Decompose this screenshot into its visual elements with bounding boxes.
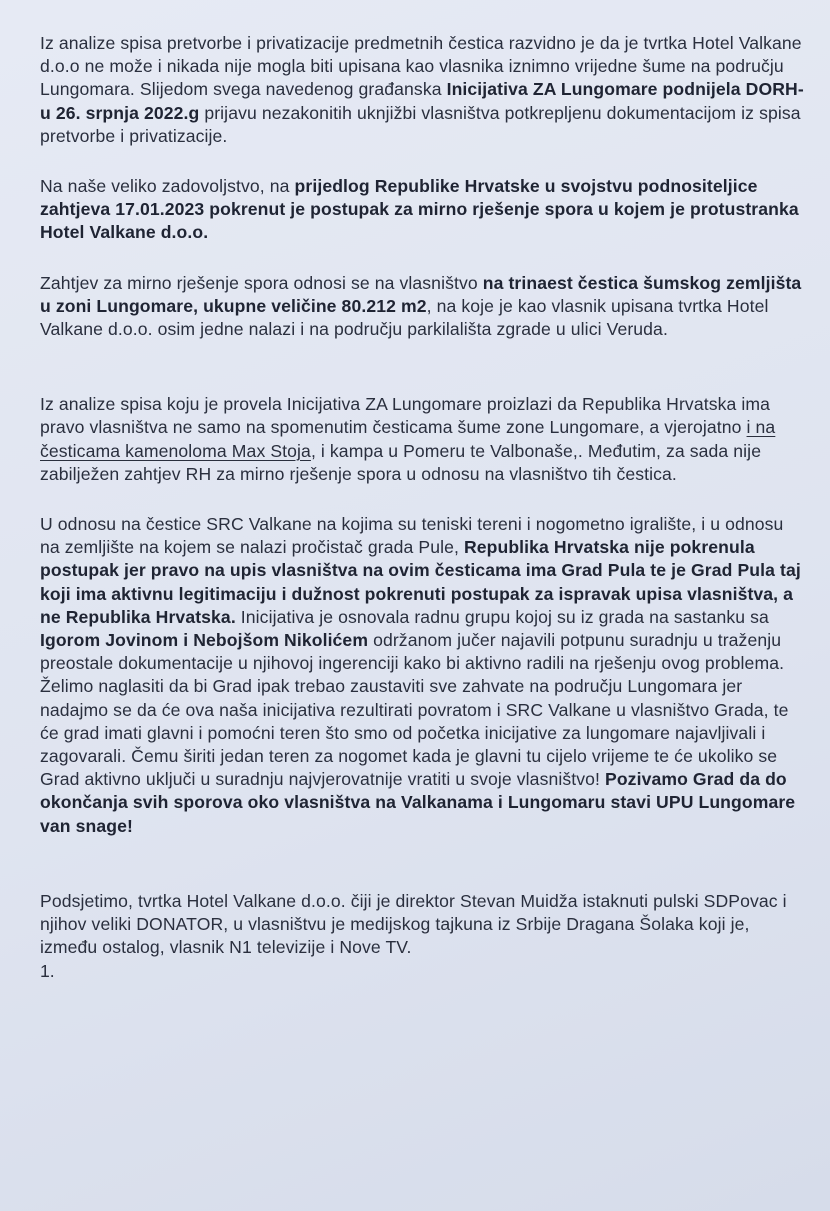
paragraph-analiza-spisa [40,393,804,486]
text-span: Iz analize spisa koju je provela Inicijativa ZA Lungomare proizlazi da Republika Hrvatska ima pravo vlasništva ne samo na spomenutim česticama šume zone Lungomare, a vjerojatno [40,394,771,438]
bold-span: prijedlog Republike Hrvatske u svojstvu podnositeljice zahtjeva 17.01.2023 pokrenut je postupak za mirno rješenje spora u kojem je protustranka Hotel Valkane d.o.o. [40,176,799,243]
text-span: Podsjetimo, tvrtka Hotel Valkane d.o.o. čiji je direktor Stevan Muidža istaknuti pulski SDPovac i njihov veliki DONATOR, u vlasništvu je medijskog tajkuna iz Srbije Dragana Šolaka koji je, između ostalog, vlasnik N1 televizije i Nove TV. [40,890,787,958]
bold-span: na trinaest čestica šumskog zemljišta u zoni Lungomare, ukupne veličine 80.212 m2 [40,272,802,316]
text-span: prijavu nezakonitih uknjižbi vlasništva potkrepljenu dokumentacijom iz spisa pretvorbe i privatizacije. [40,102,801,146]
paragraph-prijava-dorh [40,32,804,148]
text-span: , i kampa u Pomeru te Valbonaše,. Međutim, za sada nije zabilježen zahtjev RH za mirno rješenje spora u odnosu na vlasništvo tih čestica. [40,440,762,484]
paragraph-zahtjev [40,272,804,342]
text-span: , na koje je kao vlasnik upisana tvrtka Hotel Valkane d.o.o. osim jedne nalazi i na području parkilališta zgrade u ulici Veruda. [40,295,769,340]
text-span: U odnosu na čestice SRC Valkane na kojima su teniski tereni i nogometno igralište, i u odnosu na zemljište na kojem se nalazi pročistač grada Pule, [40,514,784,558]
text-span: Inicijativa je osnovala radnu grupu kojoj su iz grada na sastanku sa [235,606,769,627]
text-span: održanom jučer najavili potpunu suradnju u traženju preostale dokumentacije u njihovoj ingerenciji kako bi aktivno radili na rješenju ovog problema. Želimo naglasiti da bi Grad ipak trebao zaustaviti sve zahvate na području Lungomara jer nadajmo se da će ova naša inicijativa rezultirati povratom i SRC Valkane u vlasništvo Grada, te će grad imati glavni i pomoćni teren što smo od početka inicijative za lungomare najavljivali i zagovarali. Čemu širiti jedan teren za nogomet kada je glavni tu cijelo vrijeme te će ukoliko se Grad aktivno uključi u suradnju najvjerovatnije vratiti u svoje vlasništvo! [40,630,789,790]
text-span: Iz analize spisa pretvorbe i privatizacije predmetnih čestica razvidno je da je tvrtka Hotel Valkane d.o.o ne može i nikada nije mogla biti upisana kao vlasnika iznimno vrijedne šume na području Lungomara. Slijedom svega navedenog građanska [40,33,802,100]
text-span: Zahtjev za mirno rješenje spora odnosi se na vlasništvo [40,272,483,293]
underlined-span: i na česticama kamenoloma Max Stoja [40,417,776,461]
paragraph-mirno-rjesenje [40,175,804,245]
paragraph-podsjetimo [40,890,804,960]
page-number: 1. [40,960,55,981]
bold-span: Igorom Jovinom i Nebojšom Nikolićem [40,630,369,651]
bold-span: Inicijativa ZA Lungomare podnijela DORH-u 26. srpnja 2022.g [40,79,804,123]
bold-span: Republika Hrvatska nije pokrenula postupak jer pravo na upis vlasništva na ovim česticama ima Grad Pula te je Grad Pula taj koji ima aktivnu legitimaciju i dužnost pokrenuti postupak za ispravak upisa vlasništva, a ne Republika Hrvatska. [40,537,801,627]
paragraph-src-valkane [40,513,804,838]
bold-span: Pozivamo Grad da do okončanja svih sporova oko vlasništva na Valkanama i Lungomaru stavi UPU Lungomare van snage! [40,769,796,836]
text-span: Na naše veliko zadovoljstvo, na [40,176,295,197]
